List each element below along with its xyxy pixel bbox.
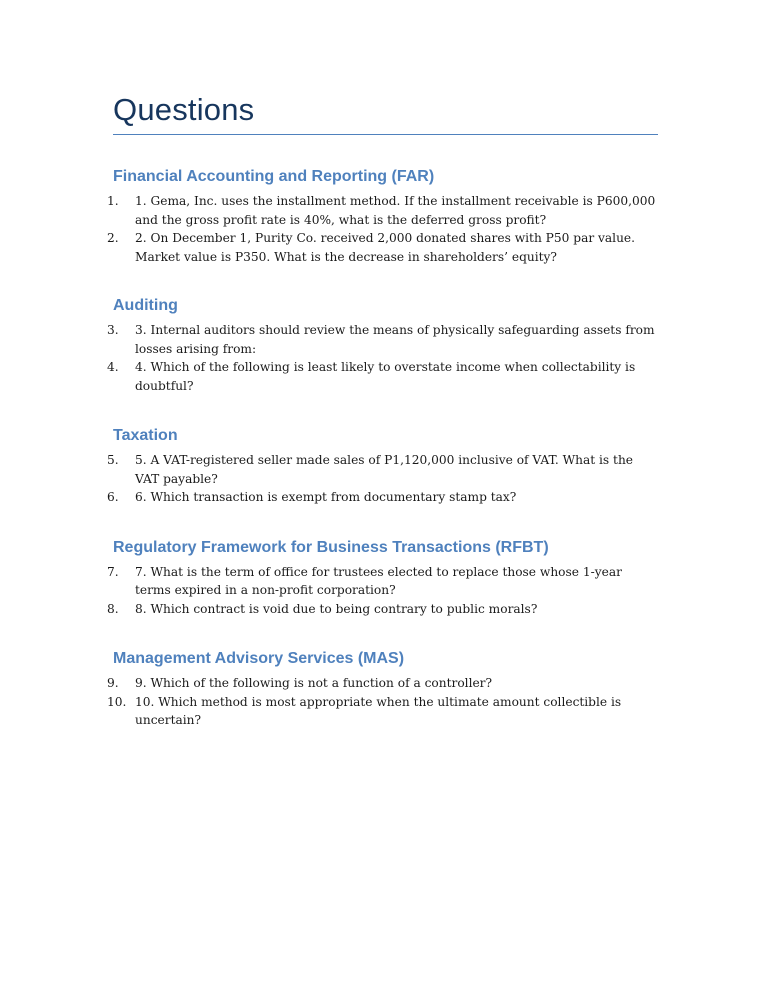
questions-content — [107, 166, 658, 730]
question-number: 6. — [107, 490, 119, 504]
question-number: 4. — [107, 360, 119, 374]
question-text: 2. On December 1, Purity Co. received 2,000 donated shares with P50 par value. Market value is P350. What is the decrease in shareholders’ equity? — [135, 231, 636, 264]
section-heading: Regulatory Framework for Business Transactions (RFBT) — [113, 538, 549, 556]
section-auditing — [107, 295, 658, 395]
question-number: 5. — [107, 453, 119, 467]
section-heading: Taxation — [113, 427, 178, 444]
section-heading: Financial Accounting and Reporting (FAR) — [113, 168, 435, 185]
question-number: 2. — [107, 231, 119, 245]
question-item — [107, 451, 658, 488]
question-number: 7. — [107, 564, 119, 579]
question-text: 8. Which contract is void due to being contrary to public morals? — [135, 601, 538, 616]
question-number: 8. — [107, 601, 119, 616]
question-list — [107, 321, 658, 395]
title-underline — [113, 134, 658, 135]
question-item — [107, 693, 658, 730]
question-number: 10. — [107, 694, 127, 709]
question-item — [107, 488, 658, 507]
section-far — [107, 166, 658, 266]
question-list — [107, 674, 658, 730]
section-heading: Auditing — [113, 297, 178, 314]
question-list — [107, 451, 658, 507]
question-text: 6. Which transaction is exempt from documentary stamp tax? — [135, 490, 517, 504]
question-item — [107, 321, 658, 358]
question-text: 3. Internal auditors should review the means of physically safeguarding assets from losses arising from: — [135, 323, 655, 356]
section-rfbt — [107, 537, 658, 619]
section-heading: Management Advisory Services (MAS) — [113, 650, 405, 667]
question-text: 7. What is the term of office for trustees elected to replace those whose 1-year terms expired in a non-profit corporation? — [135, 564, 622, 597]
question-number: 3. — [107, 323, 119, 337]
question-number: 1. — [107, 194, 119, 208]
question-text: 4. Which of the following is least likely to overstate income when collectability is doubtful? — [135, 360, 636, 393]
question-item — [107, 563, 658, 600]
question-text: 10. Which method is most appropriate when the ultimate amount collectible is uncertain? — [135, 694, 622, 727]
question-item — [107, 358, 658, 395]
question-number: 9. — [107, 676, 119, 690]
section-taxation — [107, 425, 658, 507]
question-item — [107, 600, 658, 619]
page-title: Questions — [113, 92, 255, 127]
question-item — [107, 674, 658, 693]
question-text: 9. Which of the following is not a function of a controller? — [135, 676, 493, 690]
section-mas — [107, 648, 658, 730]
question-item — [107, 192, 658, 229]
question-list — [107, 192, 658, 266]
question-text: 5. A VAT-registered seller made sales of P1,120,000 inclusive of VAT. What is the VAT payable? — [135, 453, 634, 486]
question-item — [107, 229, 658, 266]
question-list — [107, 563, 658, 619]
question-text: 1. Gema, Inc. uses the installment method. If the installment receivable is P600,000 and the gross profit rate is 40%, what is the deferred gross profit? — [135, 194, 656, 227]
